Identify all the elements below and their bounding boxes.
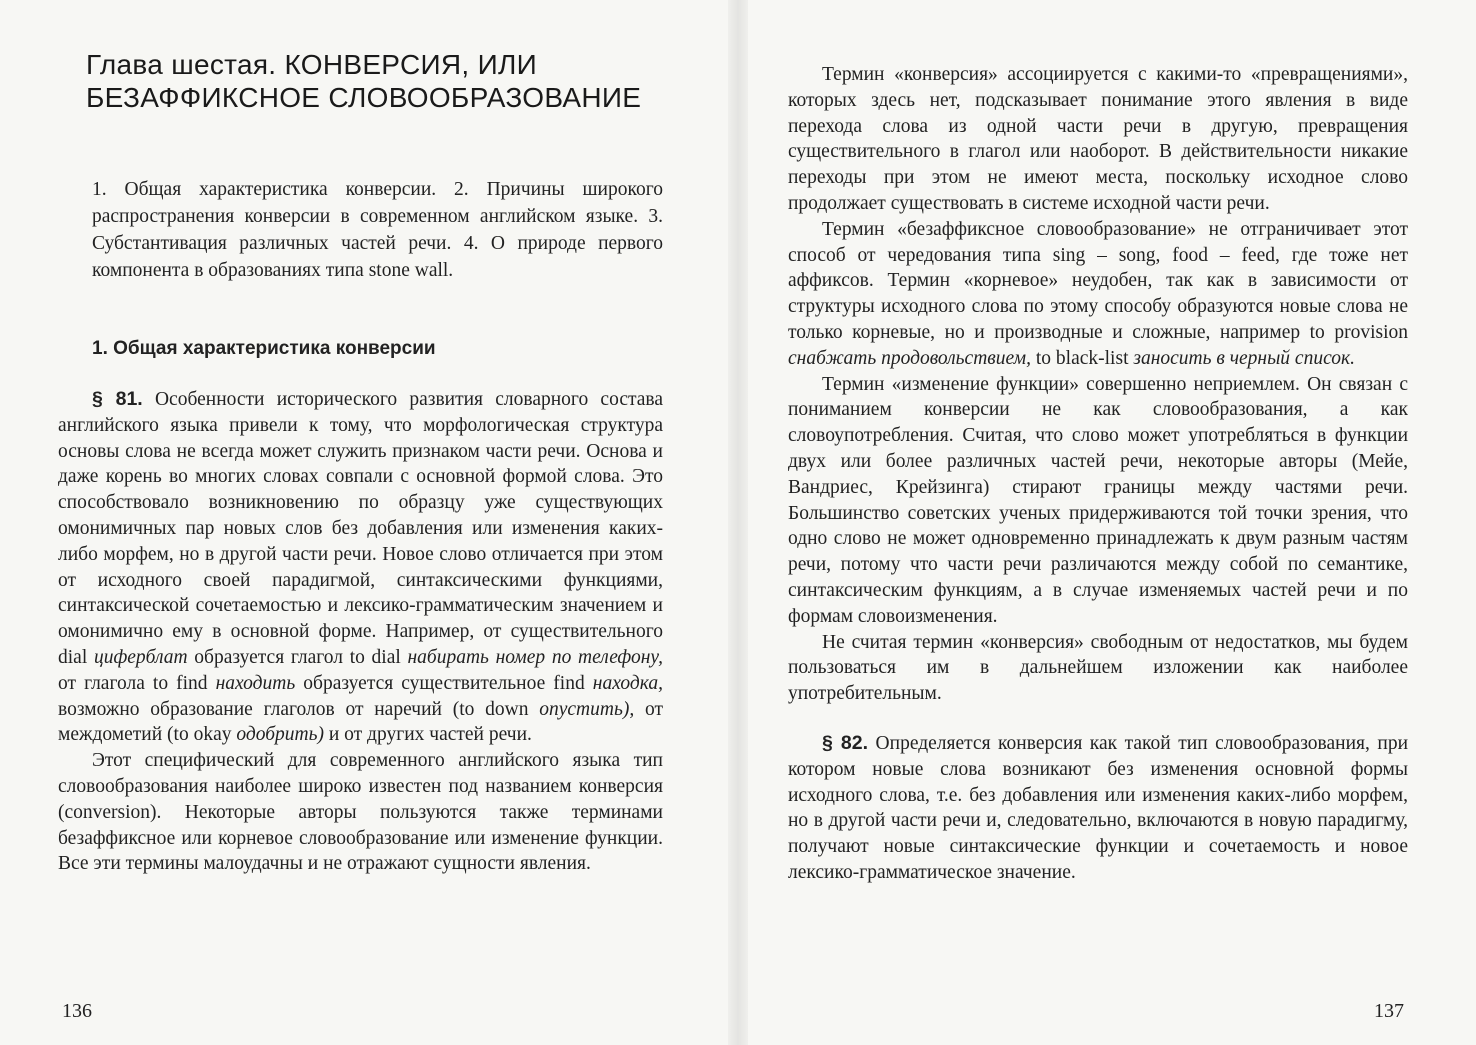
paragraph-term-function-change: Термин «изменение функции» совершенно неприемлем. Он связан с пониманием конверсии не как словообразования, а как словоупотребления. Считая, что слово может употребляться в функции двух или более различных частей речи, некоторые авторы (Мейе, Вандриес, Крейзинга) стирают границы между частями речи. Большинство советских ученых придерживаются той точки зрения, что одно слово не может одновременно принадлежать к двум разным частям речи, потому что части речи различаются между собой по семантике, синтаксическим функциям, а в случае изменяемых частей речи и по формам словоизменения. <box>788 373 1408 627</box>
italic-gloss: одобрить) <box>236 724 324 746</box>
italic-gloss: снабжать продовольствием, <box>788 347 1031 369</box>
chapter-contents <box>58 176 663 284</box>
right-page-content <box>788 62 1408 886</box>
chapter-title <box>86 48 663 114</box>
text-run: возможно образование глаголов от наречий (to down <box>58 698 540 720</box>
italic-gloss: находка, <box>592 672 663 694</box>
text-run: Особенности исторического развития словарного состава английского языка привели к тому, что морфологическая структура основы слова не всегда может служить признаком части речи. Основа и даже корень во многих словах совпали с основной формой слова. Это способствовало возникновению по образцу уже существующих омонимичных пар новых слов без добавления или изменения каких-либо морфем, но в другой части речи. Новое слово отличается при этом от исходного своей парадигмой, синтаксическими функциями, синтаксической сочетаемостью и лексико-грамматическим значением и омонимично ему в основной форме. Например, от существительного dial <box>58 389 663 668</box>
italic-gloss: опустить), <box>539 698 635 720</box>
text-run: образуется существительное find <box>295 672 593 694</box>
page-number-right: 137 <box>1374 1000 1404 1022</box>
chapter-title-line-2: БЕЗАФФИКСНОЕ СЛОВООБРАЗОВАНИЕ <box>86 82 642 113</box>
text-run: Термин «безаффиксное словообразование» не отграничивает этот способ от чередования типа sing – song, food – feed, где тоже нет аффиксов. Термин «корневое» неудобен, так как в зависимости от структуры исходного слова по этому способу образуются новые слова не только корневые, но и производные и сложные, например to provision <box>788 218 1408 343</box>
paragraph-term-affixless <box>788 217 1408 372</box>
text-run: от глагола to find <box>58 672 216 694</box>
italic-gloss: набирать номер по телефону, <box>407 646 663 668</box>
chapter-title-line-1: Глава шестая. КОНВЕРСИЯ, ИЛИ <box>86 49 538 80</box>
text-run: образуется глагол to dial <box>187 646 408 668</box>
text-run: Определяется конверсия как такой тип словообразования, при котором новые слова возникают без изменения основной формы исходного слова, т.е. без добавления или изменения каких-либо морфем, но в другой части речи и, следовательно, включаются в новую парадигму, получают новые синтаксические функции и сочетаемость и новое лексико-грамматическое значение. <box>788 732 1409 883</box>
paragraph-conversion-terms: Этот специфический для современного английского языка тип словообразования наиболее широко известен под названием конверсия (conversion). Некоторые авторы пользуются также терминами безаффиксное или корневое словообразование или изменение функции. Все эти термины малоудачны и не отражают сущности явления. <box>58 750 663 875</box>
text-run: to black-list <box>1031 347 1134 369</box>
section-heading: 1. Общая характеристика конверсии <box>92 338 436 359</box>
paragraph-81 <box>58 387 663 748</box>
section-number-82: § 82. <box>822 731 869 754</box>
text-run: от междометий (to okay <box>58 698 664 746</box>
left-page-content <box>58 48 663 877</box>
italic-gloss: циферблат <box>93 646 188 668</box>
italic-gloss: находить <box>215 672 296 694</box>
paragraph-82 <box>788 731 1408 886</box>
page-number-left: 136 <box>62 1000 92 1022</box>
paragraph-term-conversion: Термин «конверсия» ассоциируется с какими-то «превращениями», которых здесь нет, подсказывает понимание этого явления в виде перехода слова из одной части речи в другую, превращения существительного в глагол или наоборот. В действительности никакие переходы при этом не имеют места, поскольку исходное слово продолжает существовать в системе исходной части речи. <box>788 64 1408 214</box>
text-run: и от других частей речи. <box>323 724 532 746</box>
right-page <box>738 0 1476 1045</box>
italic-gloss: заносить в черный список. <box>1133 347 1356 369</box>
paragraph-term-usage: Не считая термин «конверсия» свободным от недостатков, мы будем пользоваться им в дальнейшем изложении как наиболее употребительным. <box>788 631 1408 705</box>
chapter-contents-text: 1. Общая характеристика конверсии. 2. Причины широкого распространения конверсии в современном английском языке. 3. Субстантивация различных частей речи. 4. О природе первого компонента в образованиях типа stone wall. <box>92 179 663 281</box>
section-number-81: § 81. <box>92 388 143 410</box>
